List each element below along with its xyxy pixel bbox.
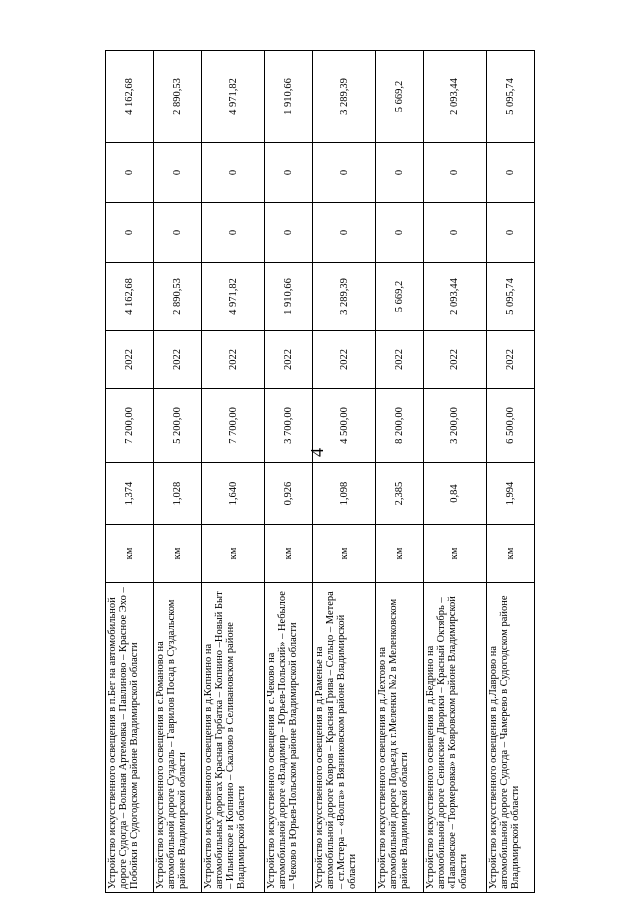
amount-cell: 0 [375,143,423,203]
project-description-cell: Устройство искусственного освещения в п.Бег на автомобильной дороге Судогда – Вольная Артемовка – Павлиново – Красное Эхо – Побойки в Судогодском районе Владимирской области [106,583,154,893]
amount-cell: 0 [375,203,423,263]
year-cell: 2022 [265,331,313,389]
project-description-cell: Устройство искусственного освещения в с.Чеково на автомобильной дороге «Владимир – Юрьев-Польский» – Небылое – Чеково в Юрьев-Польском районе Владимирской области [265,583,313,893]
amount-cell: 0 [106,143,154,203]
amount-cell: 0 [486,203,534,263]
unit-cell: км [486,525,534,583]
page-number: 4 [307,448,327,457]
total-cell: 4 162,68 [106,51,154,143]
length-cell: 2,385 [375,463,423,525]
length-cell: 1,098 [313,463,376,525]
total-cell: 3 289,39 [313,51,376,143]
amount-cell: 0 [154,143,202,203]
total-cell: 1 910,66 [265,51,313,143]
unit-cell: км [202,525,265,583]
amount-cell: 4 162,68 [106,263,154,331]
project-description-cell: Устройство искусственного освещения в д.Лаврово на автомобильной дороге Судогда – Чамерево в Судогодском районе Владимирской области [486,583,534,893]
project-description-cell: Устройство искусственного освещения в д.Копнино на автомобильных дорогах Красная Горбатка – Копнино –Новый Быт – Ильинское и Копнино – Скалово в Селивановском районе Владимирской области [202,583,265,893]
amount-cell: 0 [424,203,487,263]
table-row [106,51,154,893]
year-cell: 2022 [202,331,265,389]
year-cell: 2022 [375,331,423,389]
table-row [375,51,423,893]
year-cell: 2022 [486,331,534,389]
amount-cell: 0 [106,203,154,263]
rotated-table-sheet [105,51,535,893]
project-description-cell: Устройство искусственного освещения в д.Лехтово на автомобильной дороге Подъезд к г.Меленки №2 в Меленковском районе Владимирской области [375,583,423,893]
cost-cell: 4 500,00 [313,389,376,463]
length-cell: 1,374 [106,463,154,525]
length-cell: 0,926 [265,463,313,525]
table-row [313,51,376,893]
total-cell: 4 971,82 [202,51,265,143]
unit-cell: км [424,525,487,583]
cost-cell: 7 700,00 [202,389,265,463]
table-row [265,51,313,893]
length-cell: 0,84 [424,463,487,525]
amount-cell: 3 289,39 [313,263,376,331]
amount-cell: 0 [154,203,202,263]
cost-cell: 3 200,00 [424,389,487,463]
amount-cell: 0 [424,143,487,203]
total-cell: 2 093,44 [424,51,487,143]
cost-cell: 6 500,00 [486,389,534,463]
amount-cell: 2 093,44 [424,263,487,331]
total-cell: 2 890,53 [154,51,202,143]
lighting-projects-table [105,50,535,893]
amount-cell: 1 910,66 [265,263,313,331]
cost-cell: 5 200,00 [154,389,202,463]
unit-cell: км [375,525,423,583]
project-description-cell: Устройство искусственного освещения в д.Бедрино на автомобильной дороге Сенинские Дворики – Красный Октябрь – «Павловское – Тюрмеровка» в Ковровском районе Владимирской области [424,583,487,893]
year-cell: 2022 [106,331,154,389]
amount-cell: 0 [486,143,534,203]
total-cell: 5 669,2 [375,51,423,143]
amount-cell: 4 971,82 [202,263,265,331]
cost-cell: 8 200,00 [375,389,423,463]
length-cell: 1,028 [154,463,202,525]
amount-cell: 2 890,53 [154,263,202,331]
cost-cell: 7 200,00 [106,389,154,463]
length-cell: 1,994 [486,463,534,525]
year-cell: 2022 [313,331,376,389]
cost-cell: 3 700,00 [265,389,313,463]
project-description-cell: Устройство искусственного освещения в д.Раменье на автомобильной дороге Ковров – Красная Грива – Сельцо – Метера – ст.Мстера – «Волга» в Вязниковском районе Владимирской области [313,583,376,893]
table-row [486,51,534,893]
total-cell: 5 095,74 [486,51,534,143]
unit-cell: км [265,525,313,583]
table-row [202,51,265,893]
year-cell: 2022 [424,331,487,389]
amount-cell: 0 [313,143,376,203]
table-body [106,51,535,893]
unit-cell: км [154,525,202,583]
unit-cell: км [106,525,154,583]
amount-cell: 5 095,74 [486,263,534,331]
table-row [424,51,487,893]
amount-cell: 0 [202,143,265,203]
length-cell: 1,640 [202,463,265,525]
amount-cell: 0 [313,203,376,263]
table-row [154,51,202,893]
unit-cell: км [313,525,376,583]
amount-cell: 0 [202,203,265,263]
project-description-cell: Устройство искусственного освещения в с.Романово на автомобильной дороге Суздаль – Гаврилов Посад в Суздальском районе Владимирской области [154,583,202,893]
year-cell: 2022 [154,331,202,389]
amount-cell: 0 [265,143,313,203]
amount-cell: 5 669,2 [375,263,423,331]
amount-cell: 0 [265,203,313,263]
